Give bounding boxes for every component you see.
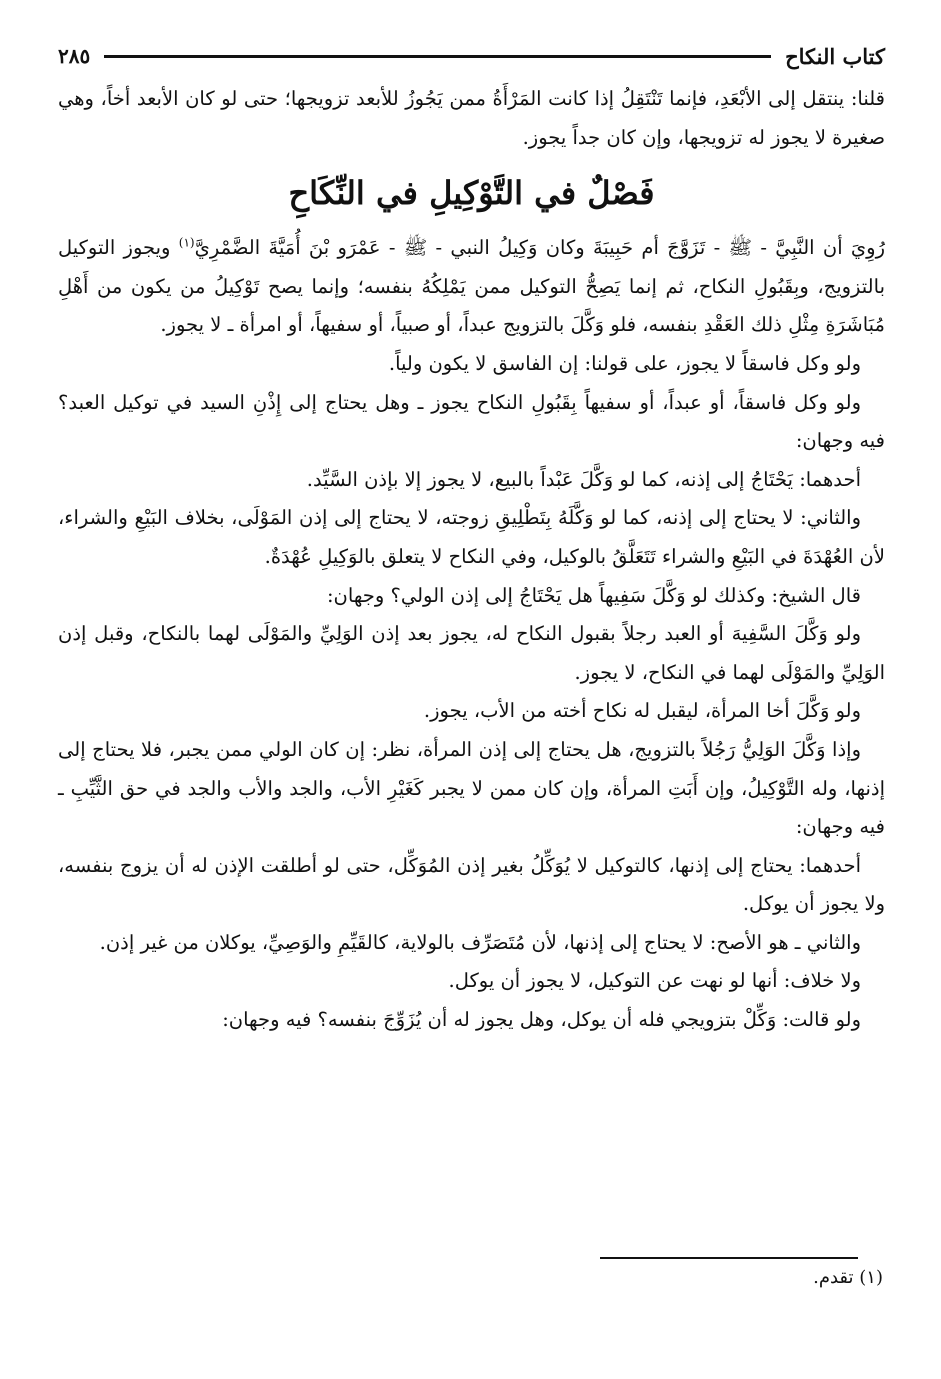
paragraph-riwaya [58, 229, 885, 345]
header-rule [104, 55, 771, 58]
paragraph-brother: ولو وَكَّلَ أخا المرأة، ليقبل له نكاح أخته من الأب، يجوز. [423, 699, 861, 723]
body-text [58, 80, 885, 1040]
paragraph-no-dispute: ولا خلاف: أنها لو نهت عن التوكيل، لا يجوز أن يوكل. [448, 969, 861, 993]
paragraph-qabul: ولو وكل فاسقاً، أو عبداً، أو سفيهاً بِقَبُولِ النكاح يجوز ـ وهل يحتاج إلى إِذْنِ السيد في توكيل العبد؟ فيه وجهان: [58, 390, 885, 453]
footnote-1: (١) تقدم. [813, 1267, 883, 1288]
paragraph-continuation: قلنا: ينتقل إلى الأبْعَدِ، فإنما تَنْتَقِلُ إذا كانت المَرْأَةُ ممن يَجُوزُ للأبعد تزويجها؛ حتى لو كان الأبعد أخاً، وهي صغيرة لا يجوز له تزويجها، وإن كان جداً يجوز. [58, 87, 885, 149]
paragraph-fasiq: ولو وكل فاسقاً لا يجوز، على قولنا: إن الفاسق لا يكون ولياً. [388, 351, 861, 375]
book-title: كتاب النكاح [785, 43, 885, 69]
footnotes [813, 1267, 883, 1288]
paragraph-sheikh: قال الشيخ: وكذلك لو وَكَّلَ سَفِيهاً هل يَحْتَاجُ إلى إذن الولي؟ وجهان: [326, 583, 861, 607]
paragraph-wali-first: أحدهما: يحتاج إلى إذنها، كالتوكيل لا يُوَكِّلُ بغير إذن المُوَكِّل، حتى لو أطلقت الإذن له أن يزوج بنفسه، ولا يجوز أن يوكل. [58, 853, 885, 916]
paragraph-if-she-said: ولو قالت: وَكِّلْ بتزويجي فله أن يوكل، وهل يجوز له أن يُزَوِّجَ بنفسه؟ فيه وجهان: [222, 1008, 861, 1032]
section-title: فَصْلٌ في التَّوْكِيلِ في النِّكَاحِ [288, 174, 655, 213]
footnote-rule [600, 1257, 858, 1259]
paragraph-riwaya-rest: ويجوز التوكيل بالتزويج، وبِقَبُولِ النكاح، ثم إنما يَصِحُّ التوكيل ممن يَمْلِكُهُ بنفسه؛ وإنما يصح تَوْكِيلُ من يكون من أَهْلِ مُبَاشَرَةِ مِثْلِ ذلك العَقْدِ بنفسه، فلو وَكَّلَ بالتزويج عبداً، أو صبياً، أو سفيهاً، أو امرأة ـ لا يجوز. [58, 236, 885, 337]
running-header [58, 36, 885, 76]
paragraph-riwaya-text: رُوِيَ أن النَّبِيَّ - ﷺ - تَزَوَّجَ أم حَبِيبَةَ وكان وَكِيلُ النبي - ﷺ - عَمْرَو بْنَ أُمَيَّةَ الضَّمْرِيَّ [194, 236, 885, 260]
paragraph-safih: ولو وَكَّلَ السَّفِيهَ أو العبد رجلاً بقبول النكاح له، يجوز بعد إذن الوَلِيِّ والمَوْلَى لهما بالنكاح، وقبل إذن الوَلِيِّ والمَوْلَى لهما في النكاح، لا يجوز. [58, 622, 885, 684]
paragraph-second-view: والثاني: لا يحتاج إلى إذنه، كما لو وَكَّلَهُ بِتَطْلِيقِ زوجته، لا يحتاج إلى إذن المَوْلَى، بخلاف البَيْعِ والشراء، لأن العُهْدَةَ في البَيْعِ والشراء تَتَعَلَّقُ بالوكيل، وفي النكاح لا يتعلق بالوَكِيلِ عُهْدَةٌ. [58, 506, 885, 568]
paragraph-wali-second: والثاني ـ هو الأصح: لا يحتاج إلى إذنها، لأن مُتَصَرِّف بالولاية، كالقَيِّمِ والوَصِيِّ، يوكلان من غير إذن. [99, 930, 861, 954]
paragraph-first-view: أحدهما: يَحْتَاجُ إلى إذنه، كما لو وَكَّلَ عَبْداً بالبيع، لا يجوز إلا بإذن السَّيِّد. [306, 467, 861, 491]
paragraph-wali: وإذا وَكَّلَ الوَلِيُّ رَجُلاً بالتزويج، هل يحتاج إلى إذن المرأة، نظر: إن كان الولي ممن يجبر، فلا يحتاج إلى إذنها، وله التَّوْكِيلُ، وإن أَبَتِ المرأة، وإن كان ممن لا يجبر كَغَيْرِ الأب، والجد والأب والجد في حق الثَّيِّبِ ـ فيه وجهان: [58, 737, 885, 839]
footnote-reference[interactable]: (١) [178, 235, 195, 250]
page-number: ٢٨٥ [58, 44, 91, 68]
